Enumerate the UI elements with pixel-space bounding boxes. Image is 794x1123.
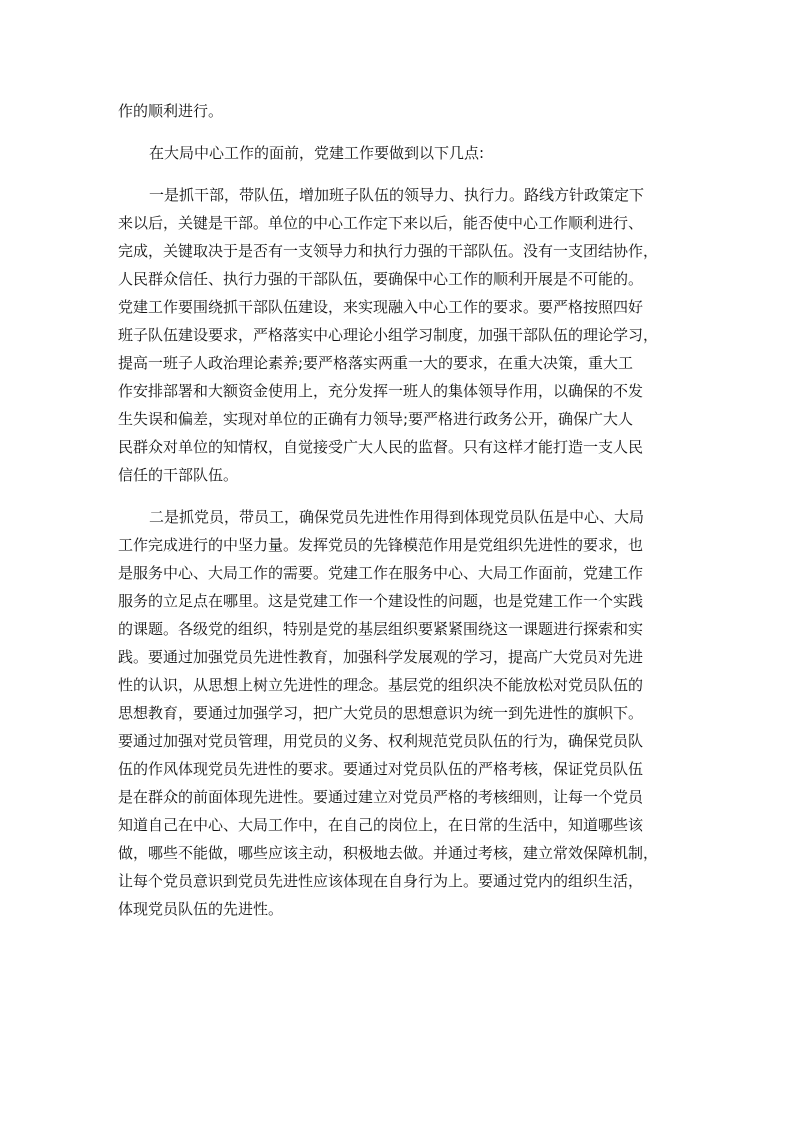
text-line: 作的顺利进行。 [118,102,224,120]
text-line: 在大局中心工作的面前，党建工作要做到以下几点: [149,144,485,162]
text-line: 是在群众的前面体现先进性。要通过建立对党员严格的考核细则，让每一个党员 [118,788,644,806]
text-line: 是服务中心、大局工作的需要。党建工作在服务中心、大局工作面前，党建工作 [118,564,644,582]
text-line: 体现党员队伍的先进性。 [118,900,284,918]
text-line: 让每个党员意识到党员先进性应该体现在自身行为上。要通过党内的组织生活， [118,872,644,890]
text-line: 信任的干部队伍。 [118,466,239,484]
text-line: 提高一班子人政治理论素养;要严格落实两重一大的要求，在重大决策，重大工 [118,354,634,372]
text-line: 完成，关键取决于是否有一支领导力和执行力强的干部队伍。没有一支团结协作， [118,242,659,260]
text-line: 一是抓干部，带队伍，增加班子队伍的领导力、执行力。路线方针政策定下 [149,186,645,204]
text-line: 作安排部署和大额资金使用上，充分发挥一班人的集体领导作用，以确保的不发 [118,382,644,400]
text-line: 来以后，关键是干部。单位的中心工作定下来以后，能否使中心工作顺利进行、 [118,214,644,232]
text-line: 性的认识，从思想上树立先进性的理念。基层党的组织决不能放松对党员队伍的 [118,676,644,694]
text-line: 民群众对单位的知情权，自觉接受广大人民的监督。只有这样才能打造一支人民 [118,438,644,456]
text-line: 做，哪些不能做，哪些应该主动，积极地去做。并通过考核，建立常效保障机制， [118,844,659,862]
text-line: 人民群众信任、执行力强的干部队伍，要确保中心工作的顺利开展是不可能的。 [118,270,644,288]
text-line: 党建工作要围绕抓干部队伍建设，来实现融入中心工作的要求。要严格按照四好 [118,298,644,316]
text-line: 二是抓党员，带员工，确保党员先进性作用得到体现党员队伍是中心、大局 [149,508,645,526]
text-line: 班子队伍建设要求，严格落实中心理论小组学习制度，加强干部队伍的理论学习， [118,326,659,344]
text-line: 工作完成进行的中坚力量。发挥党员的先锋模范作用是党组织先进性的要求，也 [118,536,644,554]
text-line: 生失误和偏差，实现对单位的正确有力领导;要严格进行政务公开，确保广大人 [118,410,634,428]
text-line: 践。要通过加强党员先进性教育，加强科学发展观的学习，提高广大党员对先进 [118,648,644,666]
text-line: 要通过加强对党员管理，用党员的义务、权利规范党员队伍的行为，确保党员队 [118,732,644,750]
text-line: 思想教育，要通过加强学习，把广大党员的思想意识为统一到先进性的旗帜下。 [118,704,644,722]
text-line: 服务的立足点在哪里。这是党建工作一个建设性的问题，也是党建工作一个实践 [118,592,644,610]
text-line: 的课题。各级党的组织，特别是党的基层组织要紧紧围绕这一课题进行探索和实 [118,620,644,638]
text-line: 知道自己在中心、大局工作中，在自己的岗位上，在日常的生活中，知道哪些该 [118,816,644,834]
text-line: 伍的作风体现党员先进性的要求。要通过对党员队伍的严格考核，保证党员队伍 [118,760,644,778]
